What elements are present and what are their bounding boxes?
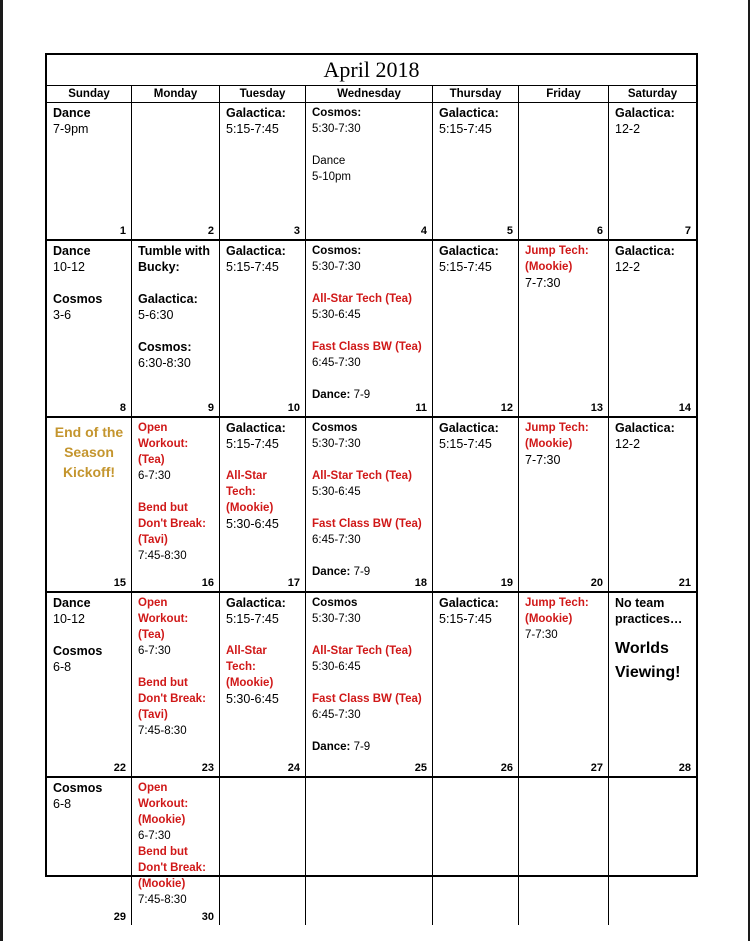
event-title: Don't Break: (138, 862, 206, 874)
weekday-friday: Friday (519, 86, 609, 102)
day-cell (519, 778, 609, 925)
day-number: 30 (201, 911, 214, 923)
day-cell (306, 241, 433, 416)
event-time: 10-12 (53, 612, 85, 626)
event-title: Bend but (138, 502, 188, 514)
event-time: 5:15-7:45 (226, 612, 279, 626)
day-number: 17 (287, 577, 300, 589)
event-time: 5-10pm (312, 171, 351, 183)
day-number: 4 (420, 225, 427, 237)
window-border-left (0, 0, 3, 941)
week-row (47, 593, 696, 778)
event-title: Galactica: (226, 106, 286, 120)
day-cell (433, 593, 519, 776)
weekday-monday: Monday (132, 86, 220, 102)
day-cell (220, 418, 306, 591)
event-time: 7:45-8:30 (138, 894, 187, 906)
event-time: 7-7:30 (525, 453, 561, 467)
event-title: Cosmos (53, 644, 103, 658)
day-number: 11 (415, 402, 427, 414)
event-time: 5:30-6:45 (226, 517, 279, 531)
event-title: Galactica: (439, 421, 499, 435)
season-kickoff-line: Season (64, 444, 114, 460)
event-title: Open (138, 422, 168, 434)
event-time: 7-7:30 (525, 629, 558, 641)
day-number: 15 (113, 577, 126, 589)
event-title: Fast Class BW (Tea) (312, 518, 422, 530)
event-time: 6-8 (53, 660, 72, 674)
day-cell (132, 418, 220, 591)
day-number: 21 (678, 577, 691, 589)
event-time: 6:45-7:30 (312, 534, 361, 546)
day-cell (220, 593, 306, 776)
event-title: Bend but (138, 846, 188, 858)
event-time: 3-6 (53, 308, 72, 322)
weekday-header (47, 86, 696, 103)
event-title: Dance (53, 244, 91, 258)
event-title: Workout: (138, 798, 189, 810)
day-number: 13 (590, 402, 603, 414)
day-cell (220, 778, 306, 925)
event-time: 5:30-7:30 (312, 261, 361, 273)
event-time: 6:45-7:30 (312, 357, 361, 369)
day-number: 10 (287, 402, 300, 414)
event-coach: (Tea) (138, 629, 165, 641)
day-cell (519, 593, 609, 776)
event-title: practices… (615, 612, 683, 626)
day-number: 19 (500, 577, 513, 589)
calendar (45, 53, 698, 923)
day-number: 18 (414, 577, 427, 589)
event-title: Jump Tech: (525, 597, 589, 609)
event-title: Workout: (138, 613, 189, 625)
day-cell (306, 778, 433, 925)
day-cell (47, 418, 132, 591)
event-title: Galactica: (226, 421, 286, 435)
event-title: No team (615, 596, 665, 610)
day-number: 14 (678, 402, 691, 414)
season-kickoff-line: Kickoff! (62, 464, 116, 480)
week-row (47, 103, 696, 241)
weekday-wednesday: Wednesday (306, 86, 433, 102)
event-title: Tumble with (138, 244, 210, 258)
day-cell (433, 778, 519, 925)
weekday-sunday: Sunday (47, 86, 132, 102)
event-time: 5:30-6:45 (312, 486, 361, 498)
event-coach: (Tavi) (138, 709, 168, 721)
event-time: 5:15-7:45 (439, 437, 492, 451)
event-title: Cosmos (53, 781, 103, 795)
event-title: Workout: (138, 438, 189, 450)
event-time: 5:15-7:45 (439, 122, 492, 136)
day-cell (132, 593, 220, 776)
event-coach: (Mookie) (138, 814, 186, 826)
event-time: 5:15-7:45 (439, 612, 492, 626)
event-title: Galactica: (615, 244, 675, 258)
event-title: Cosmos: (312, 107, 362, 119)
event-time: 7-9 (353, 566, 371, 578)
event-title: Tech: (226, 486, 256, 498)
event-title: Dance: (312, 566, 351, 578)
event-time: 7-9pm (53, 122, 89, 136)
day-cell (609, 103, 696, 239)
event-title: Dance: (312, 741, 351, 753)
day-number: 2 (207, 225, 214, 237)
day-cell (433, 103, 519, 239)
day-number: 24 (287, 762, 300, 774)
day-cell (519, 103, 609, 239)
event-time: 12-2 (615, 437, 641, 451)
event-time: 5:30-6:45 (312, 309, 361, 321)
event-time: 6-7:30 (138, 830, 171, 842)
day-cell (47, 241, 132, 416)
week-row (47, 778, 696, 925)
day-number: 8 (119, 402, 126, 414)
worlds-viewing-text: Viewing! (615, 664, 681, 681)
event-time: 5:30-7:30 (312, 613, 361, 625)
event-title: All-Star (226, 470, 267, 482)
event-time: 7-9 (353, 741, 371, 753)
day-cell (132, 241, 220, 416)
event-title: Cosmos (53, 292, 103, 306)
day-number: 16 (201, 577, 214, 589)
event-time: 6-7:30 (138, 470, 171, 482)
event-coach: (Mookie) (525, 613, 573, 625)
event-time: 5:30-7:30 (312, 438, 361, 450)
event-time: 10-12 (53, 260, 85, 274)
day-cell (609, 778, 696, 925)
event-title: Dance (312, 155, 346, 167)
event-title: Don't Break: (138, 518, 206, 530)
event-title: All-Star Tech (Tea) (312, 293, 412, 305)
day-number: 28 (678, 762, 691, 774)
day-cell (132, 778, 220, 925)
event-title: Jump Tech: (525, 422, 589, 434)
day-number: 5 (506, 225, 513, 237)
event-title: Galactica: (615, 421, 675, 435)
event-time: 6:45-7:30 (312, 709, 361, 721)
event-title: All-Star (226, 645, 267, 657)
event-title: Jump Tech: (525, 245, 589, 257)
event-title: Open (138, 782, 168, 794)
day-number: 25 (414, 762, 427, 774)
event-coach: (Tea) (138, 454, 165, 466)
event-title: Galactica: (138, 292, 198, 306)
event-title: Galactica: (439, 106, 499, 120)
day-number: 12 (500, 402, 513, 414)
event-title: Galactica: (615, 106, 675, 120)
day-cell (519, 241, 609, 416)
weekday-thursday: Thursday (433, 86, 519, 102)
event-time: 7-9 (353, 389, 371, 401)
event-coach: (Mookie) (525, 438, 573, 450)
event-time: 6-7:30 (138, 645, 171, 657)
event-title: All-Star Tech (Tea) (312, 470, 412, 482)
event-title: Galactica: (226, 596, 286, 610)
event-title: Open (138, 597, 168, 609)
day-cell (609, 418, 696, 591)
event-title: Cosmos (312, 422, 358, 434)
day-cell (220, 241, 306, 416)
day-number: 22 (113, 762, 126, 774)
day-cell (433, 241, 519, 416)
event-time: 6:30-8:30 (138, 356, 191, 370)
weekday-tuesday: Tuesday (220, 86, 306, 102)
day-cell (306, 593, 433, 776)
event-title: Dance (53, 106, 91, 120)
event-coach: (Mookie) (525, 261, 573, 273)
event-time: 5:15-7:45 (226, 260, 279, 274)
event-time: 7:45-8:30 (138, 550, 187, 562)
event-title: Cosmos: (138, 340, 192, 354)
day-cell (47, 778, 132, 925)
day-cell (220, 103, 306, 239)
event-time: 5:15-7:45 (226, 437, 279, 451)
event-title: Tech: (226, 661, 256, 673)
event-time: 5-6:30 (138, 308, 174, 322)
day-cell (47, 103, 132, 239)
event-title: Galactica: (226, 244, 286, 258)
day-number: 9 (207, 402, 214, 414)
day-number: 29 (113, 911, 126, 923)
event-coach: (Mookie) (226, 677, 274, 689)
day-number: 3 (293, 225, 300, 237)
event-time: 5:30-6:45 (226, 692, 279, 706)
event-coach: (Mookie) (226, 502, 274, 514)
event-time: 12-2 (615, 260, 641, 274)
calendar-title: April 2018 (47, 55, 696, 86)
day-number: 20 (590, 577, 603, 589)
week-row (47, 418, 696, 593)
event-time: 5:15-7:45 (226, 122, 279, 136)
day-number: 1 (119, 225, 126, 237)
event-time: 5:15-7:45 (439, 260, 492, 274)
day-cell (609, 593, 696, 776)
event-title: Bucky: (138, 260, 180, 274)
event-title: Cosmos: (312, 245, 362, 257)
event-coach: (Mookie) (138, 878, 186, 890)
worlds-viewing-text: Worlds (615, 640, 669, 657)
event-time: 6-8 (53, 797, 72, 811)
event-time: 7:45-8:30 (138, 725, 187, 737)
event-time: 5:30-7:30 (312, 123, 361, 135)
event-title: Dance: (312, 389, 351, 401)
event-title: Galactica: (439, 596, 499, 610)
day-cell (132, 103, 220, 239)
day-cell (306, 103, 433, 239)
week-row (47, 241, 696, 418)
event-coach: (Tavi) (138, 534, 168, 546)
event-title: Galactica: (439, 244, 499, 258)
event-time: 12-2 (615, 122, 641, 136)
event-title: Fast Class BW (Tea) (312, 341, 422, 353)
event-title: Don't Break: (138, 693, 206, 705)
day-number: 27 (590, 762, 603, 774)
day-cell (609, 241, 696, 416)
day-number: 7 (684, 225, 691, 237)
day-cell (47, 593, 132, 776)
season-kickoff-line: End of the (54, 424, 124, 440)
event-title: Cosmos (312, 597, 358, 609)
event-title: Bend but (138, 677, 188, 689)
day-number: 23 (201, 762, 214, 774)
day-number: 6 (596, 225, 603, 237)
day-cell (433, 418, 519, 591)
event-time: 7-7:30 (525, 276, 561, 290)
weekday-saturday: Saturday (627, 88, 678, 100)
day-cell (519, 418, 609, 591)
event-title: Dance (53, 596, 91, 610)
event-time: 5:30-6:45 (312, 661, 361, 673)
event-title: Fast Class BW (Tea) (312, 693, 422, 705)
day-cell (306, 418, 433, 591)
event-title: All-Star Tech (Tea) (312, 645, 412, 657)
day-number: 26 (500, 762, 513, 774)
